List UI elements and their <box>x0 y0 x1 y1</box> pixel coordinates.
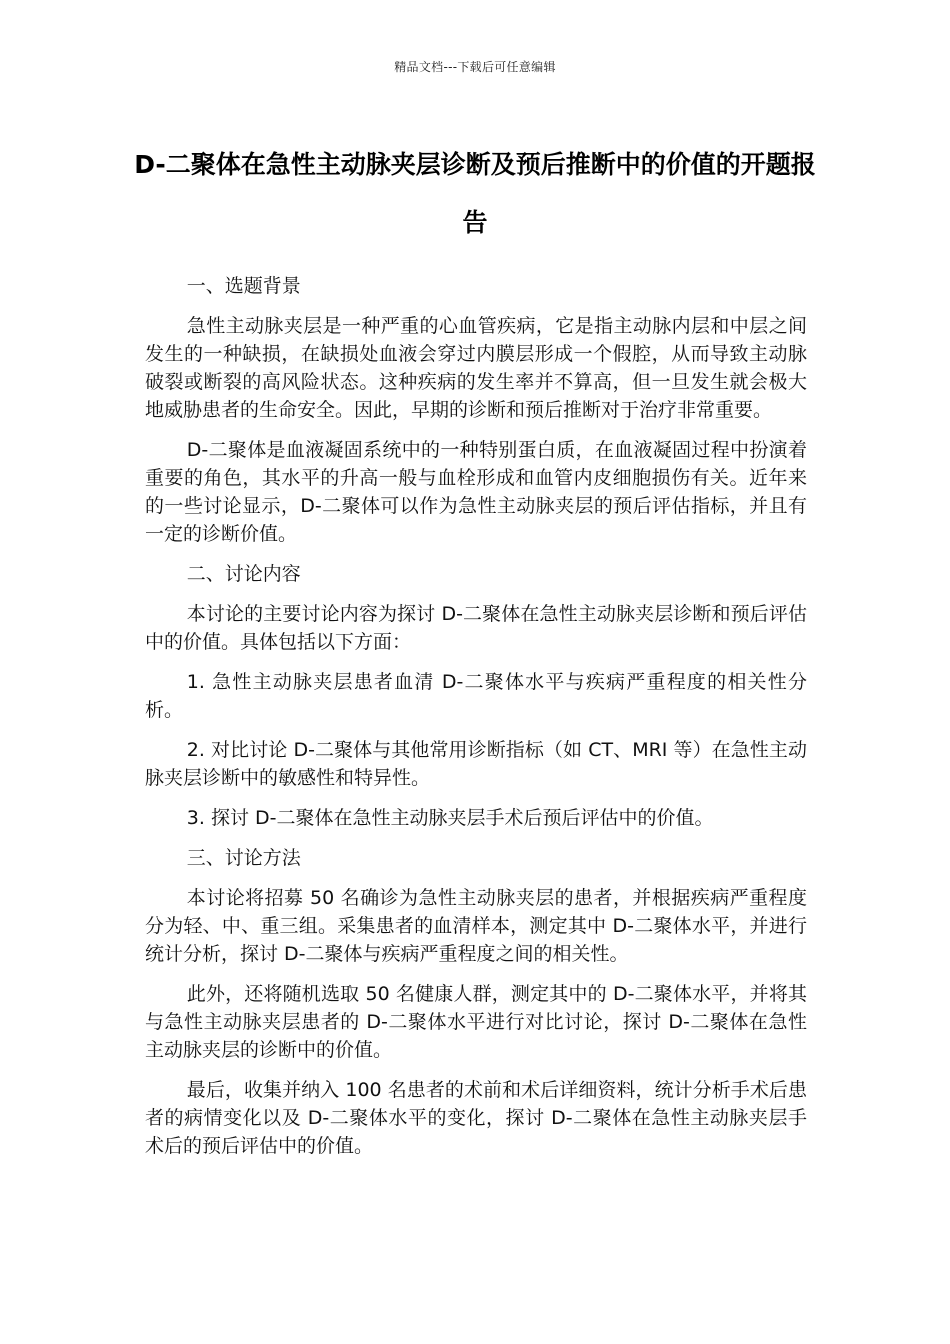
paragraph: D-二聚体是血液凝固系统中的一种特别蛋白质，在血液凝固过程中扮演着重要的角色，其水平的升高一般与血栓形成和血管内皮细胞损伤有关。近年来的一些讨论显示，D-二聚体可以作为急性主动脉夹层的预后评估指标，并且有一定的诊断价值。 <box>145 439 807 545</box>
paragraph: 本讨论的主要讨论内容为探讨 D-二聚体在急性主动脉夹层诊断和预后评估中的价值。具体包括以下方面： <box>145 603 807 653</box>
paragraph: 急性主动脉夹层是一种严重的心血管疾病，它是指主动脉内层和中层之间发生的一种缺损，在缺损处血液会穿过内膜层形成一个假腔，从而导致主动脉破裂或断裂的高风险状态。这种疾病的发生率并不算高，但一旦发生就会极大地威胁患者的生命安全。因此，早期的诊断和预后推断对于治疗非常重要。 <box>145 315 807 421</box>
header-note: 精品文档---下载后可任意编辑 <box>394 60 556 74</box>
list-item: 1. 急性主动脉夹层患者血清 D-二聚体水平与疾病严重程度的相关性分析。 <box>145 671 807 721</box>
paragraph: 此外，还将随机选取 50 名健康人群，测定其中的 D-二聚体水平，并将其与急性主动脉夹层患者的 D-二聚体水平进行对比讨论，探讨 D-二聚体在急性主动脉夹层的诊断中的价值。 <box>145 983 807 1061</box>
section-heading-content: 二、讨论内容 <box>186 563 301 585</box>
paragraph: 最后，收集并纳入 100 名患者的术前和术后详细资料，统计分析手术后患者的病情变化以及 D-二聚体水平的变化，探讨 D-二聚体在急性主动脉夹层手术后的预后评估中的价值。 <box>145 1079 807 1157</box>
document-title: D-二聚体在急性主动脉夹层诊断及预后推断中的价值的开题报告 <box>134 150 816 237</box>
paragraph: 本讨论将招募 50 名确诊为急性主动脉夹层的患者，并根据疾病严重程度分为轻、中、重三组。采集患者的血清样本，测定其中 D-二聚体水平，并进行统计分析，探讨 D-二聚体与疾病严重程度之间的相关性。 <box>145 887 807 965</box>
list-item: 3. 探讨 D-二聚体在急性主动脉夹层手术后预后评估中的价值。 <box>186 807 714 829</box>
section-heading-method: 三、讨论方法 <box>186 847 301 869</box>
document-body <box>145 272 807 1172</box>
section-heading-background: 一、选题背景 <box>186 275 301 297</box>
list-item: 2. 对比讨论 D-二聚体与其他常用诊断指标（如 CT、MRI 等）在急性主动脉夹层诊断中的敏感性和特异性。 <box>145 739 807 789</box>
